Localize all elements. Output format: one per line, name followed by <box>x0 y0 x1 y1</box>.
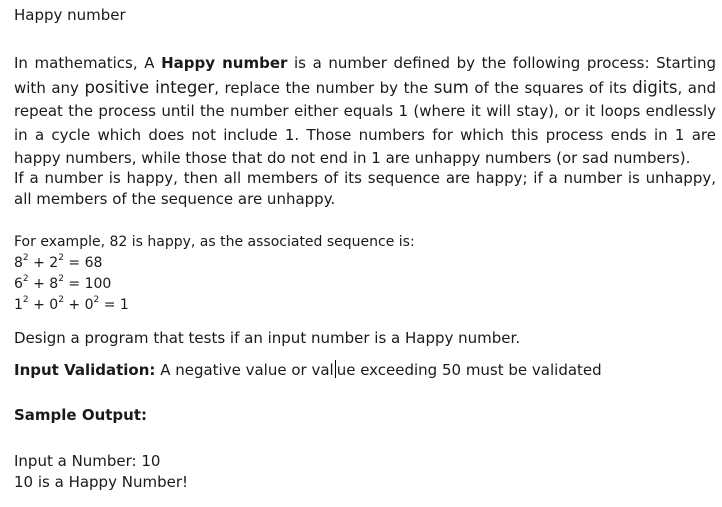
sample-output-heading: Sample Output: <box>14 406 148 424</box>
example-line-2 <box>14 274 415 295</box>
term: 8 <box>14 255 23 271</box>
exponent: 2 <box>22 253 29 264</box>
digits-term: digits <box>632 77 678 97</box>
text-cursor <box>335 360 336 378</box>
plus-sign: + <box>33 276 45 292</box>
exponent: 2 <box>58 274 64 285</box>
validation-text-end: ue exceeding 50 must be validated <box>336 361 602 379</box>
input-validation-label: Input Validation: <box>14 361 156 379</box>
happy-number-term: Happy number <box>161 54 288 72</box>
design-instruction: Design a program that tests if an input number is a Happy number. <box>14 329 521 347</box>
exponent: 2 <box>58 295 64 306</box>
sum-term: sum <box>433 77 469 97</box>
result: = 100 <box>68 276 112 292</box>
sample-output-line-2: 10 is a Happy Number! <box>14 473 188 491</box>
term: 0 <box>49 297 59 313</box>
term: 6 <box>14 276 23 292</box>
input-validation-line <box>14 360 602 380</box>
example-block <box>14 232 415 316</box>
positive-integer-term: positive integer <box>84 77 215 97</box>
happy-sequence-paragraph: If a number is happy, then all members of its sequence are happy; if a number is unhappy, all members of the sequence are unhappy. <box>14 169 716 208</box>
term: 2 <box>49 255 59 271</box>
result: = 1 <box>103 297 129 313</box>
document-title: Happy number <box>14 6 126 24</box>
sample-output-block <box>14 451 188 493</box>
plus-sign: + <box>33 255 45 271</box>
example-line-3 <box>14 295 415 316</box>
sample-output-line-1: Input a Number: 10 <box>14 452 161 470</box>
term: 1 <box>14 297 23 313</box>
exponent: 2 <box>22 295 29 306</box>
intro-part-1: In mathematics, A <box>14 54 162 72</box>
intro-part-4: of the squares of its <box>468 78 633 97</box>
example-line-1 <box>14 253 415 274</box>
intro-part-3: , replace the number by the <box>214 78 434 97</box>
plus-sign: + <box>33 297 45 313</box>
result: = 68 <box>68 255 103 271</box>
term: 0 <box>84 297 94 313</box>
example-lead: For example, 82 is happy, as the associated sequence is: <box>14 234 415 250</box>
intro-part-2: is a number defined by the following process: Starting with any <box>14 54 716 97</box>
exponent: 2 <box>93 295 100 306</box>
exponent: 2 <box>58 253 64 264</box>
exponent: 2 <box>22 274 29 285</box>
term: 8 <box>49 276 59 292</box>
validation-text-start: A negative value or val <box>155 361 334 379</box>
plus-sign: + <box>68 297 81 313</box>
intro-paragraph <box>14 52 716 171</box>
intro-part-5: , and repeat the process until the number either equals 1 (where it will stay), or it loops endlessly in a cycle which does not include 1. Those numbers for which this process ends in 1 are happy numbers, while those that do not end in 1 are unhappy numbers (or sad numbers). <box>14 78 716 167</box>
